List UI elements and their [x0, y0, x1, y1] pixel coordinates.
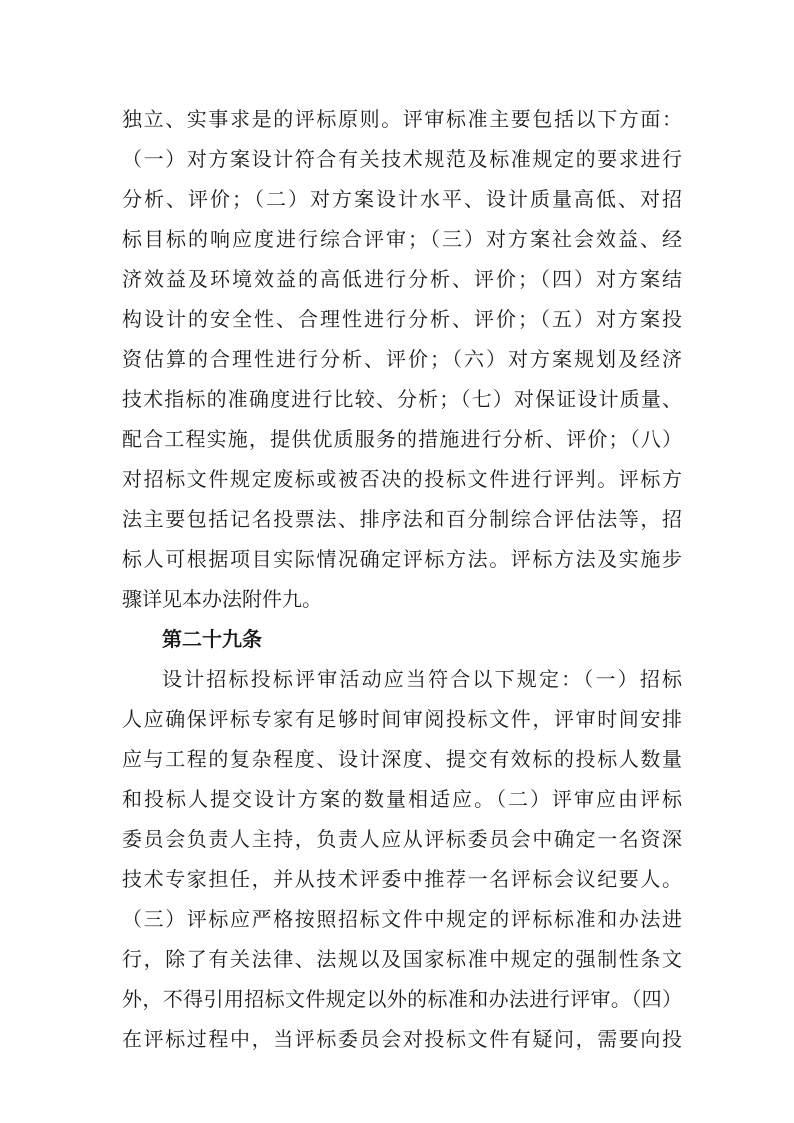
body-text-line: 标目标的响应度进行综合评审；（三）对方案社会效益、经	[122, 227, 682, 251]
body-text-line: 对招标文件规定废标或被否决的投标文件进行评判。评标方	[122, 467, 682, 491]
body-text-line: 行，除了有关法律、法规以及国家标准中规定的强制性条文	[122, 947, 682, 971]
body-text-line: 资估算的合理性进行分析、评价；（六）对方案规划及经济	[122, 347, 682, 371]
body-text-line: 济效益及环境效益的高低进行分析、评价；（四）对方案结	[122, 267, 682, 291]
body-text-line: 技术专家担任，并从技术评委中推荐一名评标会议纪要人。	[122, 867, 682, 891]
article-heading: 第二十九条	[162, 627, 262, 651]
body-text-line: 应与工程的复杂程度、设计深度、提交有效标的投标人数量	[122, 747, 682, 771]
body-text-line: 委员会负责人主持，负责人应从评标委员会中确定一名资深	[122, 827, 682, 851]
body-text-line: 构设计的安全性、合理性进行分析、评价；（五）对方案投	[122, 307, 682, 331]
body-text-line: 标人可根据项目实际情况确定评标方法。评标方法及实施步	[122, 547, 682, 571]
body-text-line: 设计招标投标评审活动应当符合以下规定：（一）招标	[162, 667, 682, 691]
body-text-line: 独立、实事求是的评标原则。评审标准主要包括以下方面：	[122, 107, 682, 131]
body-text-line: （三）评标应严格按照招标文件中规定的评标标准和办法进	[122, 907, 682, 931]
body-text-line: 法主要包括记名投票法、排序法和百分制综合评估法等，招	[122, 507, 682, 531]
body-text-line: 和投标人提交设计方案的数量相适应。（二）评审应由评标	[122, 787, 682, 811]
body-text-line: 在评标过程中，当评标委员会对投标文件有疑问，需要向投	[122, 1027, 682, 1051]
body-text-line: 分析、评价；（二）对方案设计水平、设计质量高低、对招	[122, 187, 682, 211]
body-text-line: 人应确保评标专家有足够时间审阅投标文件，评审时间安排	[122, 707, 682, 731]
body-text-line: 骤详见本办法附件九。	[122, 587, 322, 611]
body-text-line: 配合工程实施，提供优质服务的措施进行分析、评价；（八）	[122, 427, 682, 451]
body-text-line: 外，不得引用招标文件规定以外的标准和办法进行评审。（四）	[122, 987, 682, 1011]
body-text-line: （一）对方案设计符合有关技术规范及标准规定的要求进行	[122, 147, 682, 171]
body-text-line: 技术指标的准确度进行比较、分析；（七）对保证设计质量、	[122, 387, 682, 411]
